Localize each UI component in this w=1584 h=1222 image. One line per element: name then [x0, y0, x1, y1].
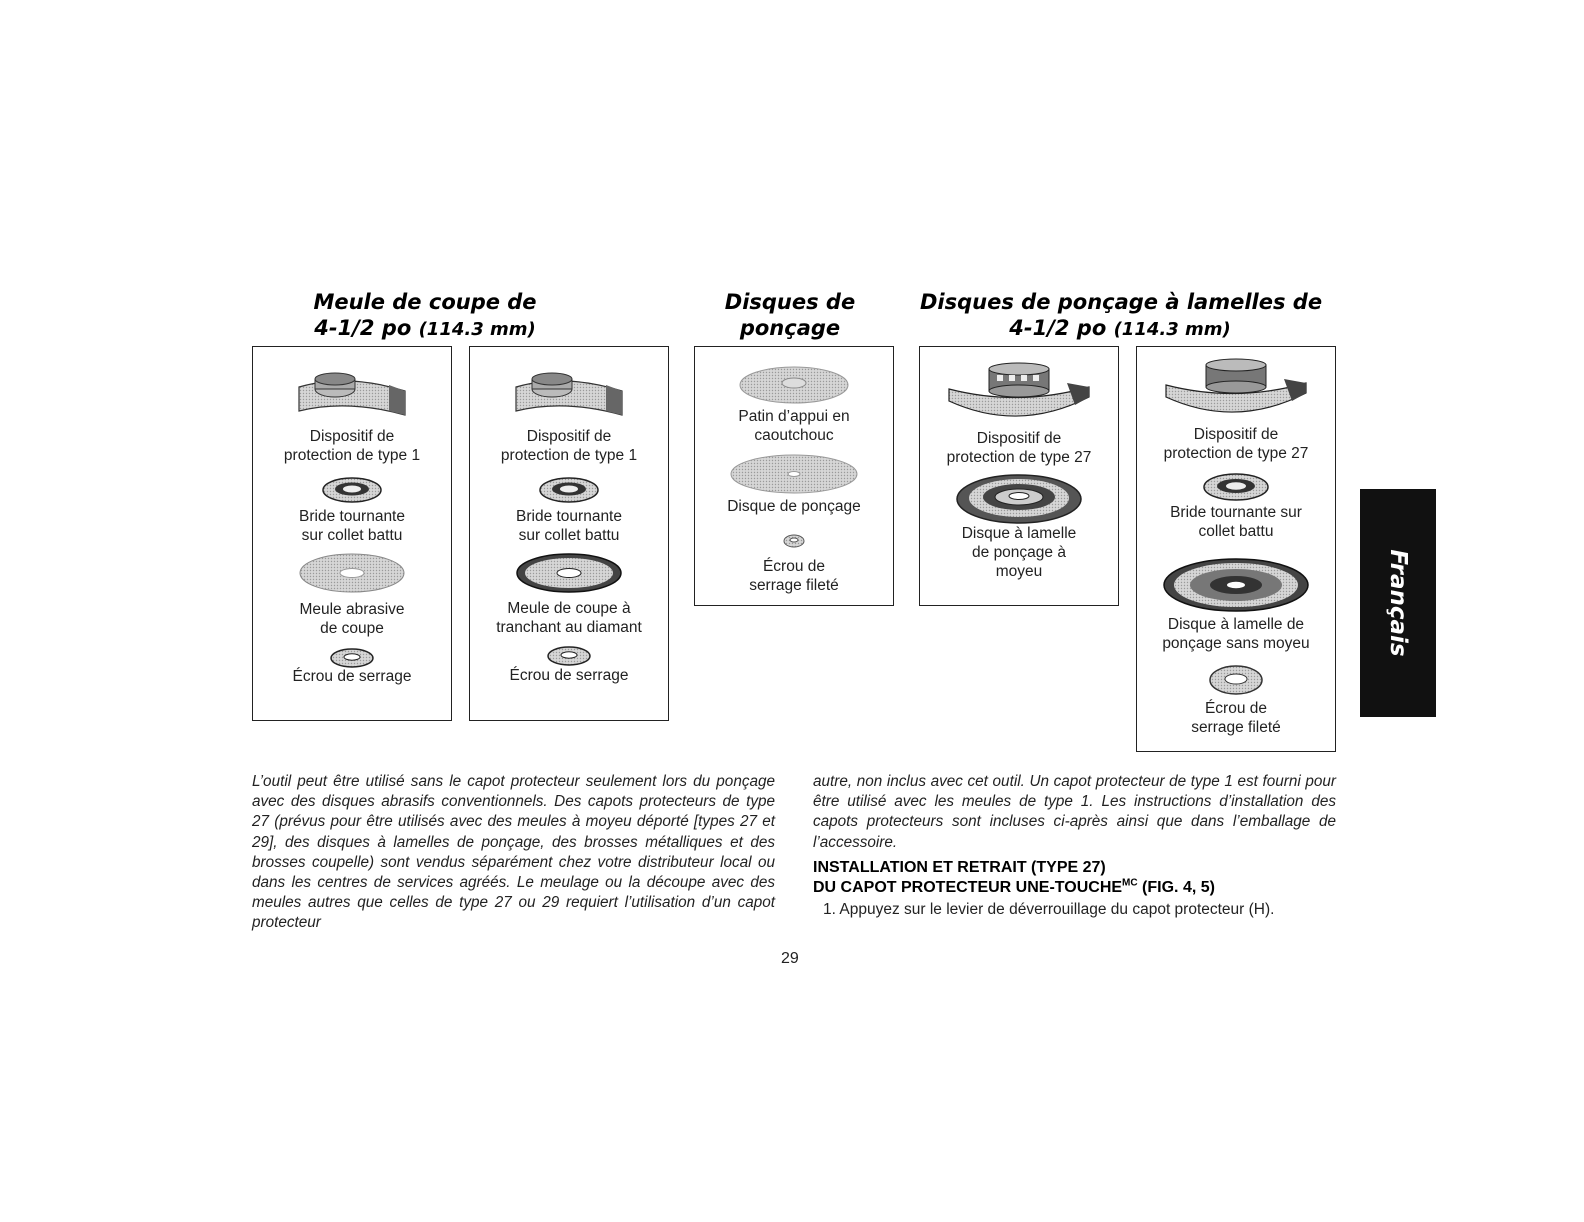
type27-guard-image	[939, 361, 1099, 431]
hubbed-flap-disc-image	[955, 473, 1083, 525]
type27-guard-label: Dispositif de protection de type 27	[1163, 426, 1309, 462]
rubber-backing-pad-image	[738, 365, 850, 405]
panel-hubbed-flap-disc	[919, 346, 1119, 606]
flange-image	[537, 475, 601, 505]
type27-guard-label: Dispositif de protection de type 27	[946, 430, 1092, 466]
clamp-nut-image	[546, 645, 592, 667]
right-paragraph-text: autre, non inclus avec cet outil. Un capot protecteur de type 1 est fourni pour être utilisé avec les meules de type 1. Les instructions d’installation des capots protecteurs sont incluses ci-après ainsi que dans l’emballage de l’accessoire.	[813, 773, 1336, 851]
sanding-disc-image	[729, 453, 859, 495]
heading-flap-line2	[920, 315, 1320, 343]
heading-flap-size: 4-1/2 po	[1009, 316, 1107, 340]
diamond-cutting-wheel-label: Meule de coupe à tranchant au diamant	[496, 600, 642, 636]
type1-guard-label: Dispositif de protection de type 1	[283, 428, 421, 464]
clamp-nut-label: Écrou de serrage	[292, 668, 412, 685]
panel-hubless-flap-disc	[1136, 346, 1336, 752]
heading-cutting-size: 4-1/2 po	[314, 316, 412, 340]
right-paragraph	[813, 772, 1336, 853]
heading-cutting-line1: Meule de coupe de	[313, 290, 537, 314]
clamp-nut-image	[329, 647, 375, 669]
clamp-nut-label: Écrou de serrage	[509, 667, 629, 684]
hubbed-flap-disc-label: Disque à lamelle de ponçage à moyeu	[961, 525, 1077, 580]
threaded-clamp-nut-label: Écrou de serrage fileté	[749, 558, 839, 594]
heading-sanding-line1: Disques de	[724, 290, 856, 314]
section-title	[813, 858, 1353, 898]
heading-flap-line1: Disques de ponçage à lamelles de	[920, 290, 1323, 314]
heading-cutting-unit: (114.3 mm)	[418, 319, 536, 340]
flange-label: Bride tournante sur collet battu	[516, 508, 622, 544]
type27-guard-image	[1156, 357, 1316, 427]
threaded-clamp-nut-label: Écrou de serrage fileté	[1191, 700, 1281, 736]
threaded-clamp-nut-image	[782, 533, 806, 549]
section-title-figure-ref: (FIG. 4, 5)	[1137, 879, 1215, 896]
page-number: 29	[781, 950, 799, 967]
heading-cutting-wheel	[300, 289, 550, 343]
flange-label: Bride tournante sur collet battu	[1170, 504, 1302, 540]
left-paragraph	[252, 772, 775, 934]
section-title-main: DU CAPOT PROTECTEUR UNE-TOUCHE	[813, 879, 1123, 896]
section-title-trademark: MC	[1122, 877, 1138, 889]
abrasive-cutting-wheel-image	[297, 551, 407, 595]
heading-flap-unit: (114.3 mm)	[1113, 319, 1231, 340]
panel-cutting-abrasive	[252, 346, 452, 721]
abrasive-cutting-wheel-label: Meule abrasive de coupe	[299, 601, 405, 637]
hubless-flap-disc-image	[1162, 557, 1310, 613]
left-paragraph-text: L’outil peut être utilisé sans le capot protecteur seulement lors du ponçage avec des disques abrasifs conventionnels. Des capots protecteurs de type 27 (prévus pour être utilisés avec des meules à moyeu déporté [types 27 et 29], des disques à lamelles de ponçage, des brosses métalliques et des brosses coupelle) sont vendus séparément chez votre distributeur local ou dans les centres de services agréés. Le meulage ou la découpe avec des meules autres que celles de type 27 ou 29 requiert l’utilisation d’un capot protecteur	[252, 773, 775, 932]
sanding-disc-label: Disque de ponçage	[727, 498, 861, 515]
section-title-line1: INSTALLATION ET RETRAIT (TYPE 27)	[813, 859, 1106, 876]
section-title-line2	[813, 878, 1353, 898]
heading-cutting-line2	[300, 315, 550, 343]
threaded-clamp-nut-image	[1208, 663, 1264, 697]
heading-flap-discs	[920, 289, 1323, 343]
diamond-cutting-wheel-image	[514, 551, 624, 595]
step-1: 1. Appuyez sur le levier de déverrouillage du capot protecteur (H).	[823, 901, 1275, 918]
language-tab-label: Français	[1385, 549, 1411, 657]
heading-sanding-discs	[690, 289, 890, 341]
flange-image	[1201, 471, 1271, 503]
language-tab	[1360, 489, 1436, 717]
heading-sanding-line2: ponçage	[739, 316, 841, 340]
type1-guard-image	[287, 365, 417, 425]
type1-guard-label: Dispositif de protection de type 1	[500, 428, 638, 464]
flange-image	[320, 475, 384, 505]
panel-sanding-discs	[694, 346, 894, 606]
panel-cutting-diamond	[469, 346, 669, 721]
hubless-flap-disc-label: Disque à lamelle de ponçage sans moyeu	[1162, 616, 1310, 652]
rubber-backing-pad-label: Patin d’appui en caoutchouc	[738, 408, 850, 444]
type1-guard-image	[504, 365, 634, 425]
flange-label: Bride tournante sur collet battu	[299, 508, 405, 544]
